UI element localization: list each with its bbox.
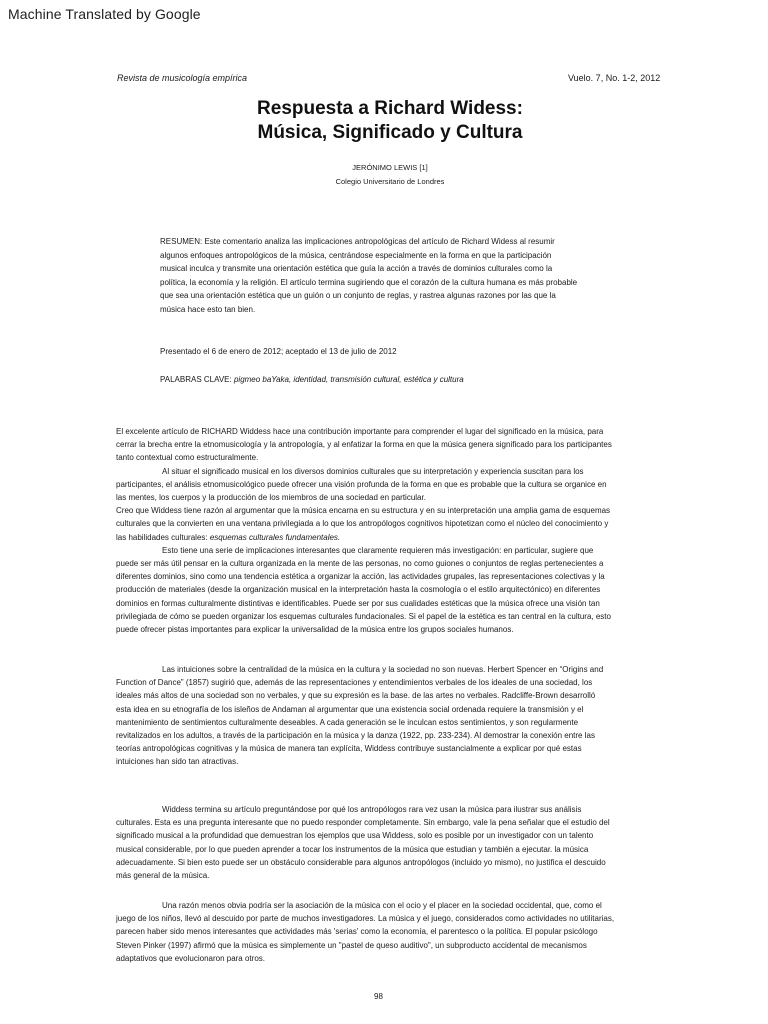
document-page — [0, 27, 768, 1024]
translation-banner — [0, 0, 768, 27]
journal-name: Revista de musicología empírica — [117, 73, 248, 83]
body-line: Al situar el significado musical en los diversos dominios culturales que su interpretación y experiencia suscitan para los — [162, 466, 584, 476]
body-line: significado musical a la profundidad que demuestran los ejemplos que usa Widdess, solo es posible por un investigador con un talento — [116, 831, 594, 841]
body-line: dominios en formas culturalmente distintivas e identificables. Puede ser por sus cualidades estéticas que la música ofrece una visión tan — [116, 598, 600, 608]
body-line: intuiciones han sido tan atractivas. — [116, 757, 239, 767]
body-line-text: las habilidades culturales: — [116, 532, 210, 542]
volume-info: Vuelo. 7, No. 1-2, 2012 — [568, 73, 661, 83]
body-line: teorías antropológicas cognitivas y la música de manera tan explícita, Widdess contribuye sustancialmente a explicar por qué estas — [116, 744, 582, 754]
body-paragraph-3 — [116, 803, 656, 882]
body-line: ideales más altos de una sociedad son no verbales, y que su expresión es la base. de las artes no verbales. Radcliffe-Brown desarrolló — [116, 691, 596, 701]
body-italic-term: esquemas culturales fundamentales. — [209, 532, 341, 542]
body-line: Esto tiene una serie de implicaciones interesantes que claramente requieren más investigación: en particular, sugiere que — [162, 545, 594, 555]
body-line: Widdess termina su artículo preguntándose por qué los antropólogos rara vez usan la música para ilustrar sus análisis — [162, 805, 582, 814]
body-line: privilegiada de cómo se pueden organizar los esquemas culturales fundacionales. Si el papel de la estética es tan central en la cultura, esto — [116, 611, 611, 621]
abstract-line: musical inculca y transmite una orientación estética que guía la acción a través de dominios culturales como la — [160, 264, 553, 273]
body-line — [116, 531, 656, 544]
body-line: culturales. Esta es una pregunta interesante que no puedo responder completamente. Sin embargo, vale la pena señalar que el estudio del — [116, 818, 610, 828]
page-number: 98 — [374, 992, 383, 1001]
body-line: las mentes, los cuerpos y la producción de los miembros de una sociedad en particular. — [116, 493, 426, 503]
body-line: Las intuiciones sobre la centralidad de la música en la cultura y la sociedad no son nuevas. Herbert Spencer en “Origins and — [162, 665, 604, 674]
body-line: más general de la música. — [116, 871, 210, 881]
body-line: tanto contextual como estructuralmente. — [116, 453, 259, 463]
abstract-line: política, la economía y la religión. El artículo termina sugiriendo que el corazón de la cultura humana es más probable — [160, 277, 578, 287]
abstract-line: RESUMEN: Este comentario analiza las implicaciones antropológicas del artículo de Richard Widess al resumir — [160, 237, 555, 246]
body-line: adaptativos que evolucionaron para otros. — [116, 953, 265, 963]
body-line: puede ofrecer pistas importantes para explicar la universalidad de la música entre los grupos sociales humanos. — [116, 625, 514, 635]
abstract-line: algunos enfoques antropológicos de la música, centrándose especialmente en la forma en que la participación — [160, 250, 552, 260]
body-line: adecuadamente. Si bien esto puede ser un obstáculo considerable para algunos antropólogos (incluido yo mismo), no justifica el descuido — [116, 857, 606, 867]
body-line: Function of Dance” (1857) sugirió que, además de las representaciones y entendimientos verbales de los ideales de una sociedad, los — [116, 678, 593, 688]
author-name: JERÓNIMO LEWIS [1] — [352, 163, 428, 172]
body-line: culturales que la convierten en una ventana privilegiada a lo que los antropólogos cognitivos hipotetizan como el núcleo del conocimiento y — [116, 519, 609, 529]
body-line: Una razón menos obvia podría ser la asociación de la música con el ocio y el placer en la sociedad occidental, que, como el — [162, 901, 602, 910]
title-line-2: Música, Significado y Cultura — [257, 122, 523, 143]
author-affiliation: Colegio Universitario de Londres — [335, 177, 445, 186]
keywords-label: PALABRAS CLAVE: — [160, 375, 234, 384]
body-line: Creo que Widdess tiene razón al argumentar que la música encarna en su estructura y en su interpretación una amplia gama de esquemas — [116, 506, 611, 516]
body-line: El excelente artículo de RICHARD Widdess hace una contribución importante para comprender el lugar del significado en la música, para — [116, 427, 604, 436]
article-title — [160, 97, 620, 145]
body-line: mantenimiento de sentimientos culturalmente deseables. A cada generación se le inculcan estos sentimientos, y son regularmente — [116, 717, 579, 727]
body-line: participantes, el análisis etnomusicológico puede ofrecer una visión profunda de la forma en que es probable que la cultura se organice en — [116, 479, 607, 489]
body-paragraph-4 — [116, 899, 656, 965]
body-line: revitalizados en los adultos, a través de la participación en la música y la danza (1922, pp. 233-234). Al demostrar la conexión entre las — [116, 731, 595, 741]
body-line: juego de los niños, llevó al descuido por parte de muchos investigadores. La música y el juego, considerados como actividades no utilitarias, — [116, 914, 615, 924]
body-line: puede ser más útil pensar en la cultura organizada en la mente de las personas, no como guiones o conjuntos de reglas pertenecientes a — [116, 559, 604, 569]
translation-banner-label: Machine Translated by Google — [8, 6, 201, 22]
body-paragraph-1 — [116, 425, 656, 636]
keywords-terms: pigmeo baYaka, identidad, transmisión cultural, estética y cultura — [233, 375, 464, 384]
body-line: producción de materiales (desde la organización musical en la interpretación hasta la cosmología o el estilo arquitectónico) en diferentes — [116, 585, 601, 595]
abstract-line: que sea una orientación estética que un guión o un conjunto de reglas, y rastrea algunas razones por las que la — [160, 291, 556, 300]
body-line: musical considerable, por lo que pueden aprender a tocar los instrumentos de la música que estudian y también a ejecutar. la música — [116, 844, 589, 854]
abstract — [160, 235, 620, 316]
title-line-1: Respuesta a Richard Widess: — [257, 98, 523, 119]
body-line: Steven Pinker (1997) afirmó que la música es simplemente un "pastel de queso auditivo", un subproducto accidental de mecanismos — [116, 940, 587, 950]
body-line: diferentes dominios, sino como una tendencia estética a organizar la acción, las actividades grupales, las representaciones colectivas y la — [116, 572, 605, 582]
body-paragraph-2 — [116, 663, 656, 769]
body-line: esta idea en su etnografía de los isleños de Andaman al argumentar que una existencia social ordenada requiere la transmisión y el — [116, 704, 584, 714]
body-line: cerrar la brecha entre la etnomusicología y la antropología, y al enfatizar la forma en que la música genera significado para los participantes — [116, 440, 612, 450]
submission-dates: Presentado el 6 de enero de 2012; aceptado el 13 de julio de 2012 — [160, 347, 397, 356]
abstract-line: música hace esto tan bien. — [160, 304, 256, 314]
author-block — [160, 161, 620, 189]
keywords — [160, 375, 464, 384]
body-line: parecen haber sido menos interesantes que actividades más 'serias' como la economía, el parentesco o la política. El popular psicólogo — [116, 927, 598, 937]
